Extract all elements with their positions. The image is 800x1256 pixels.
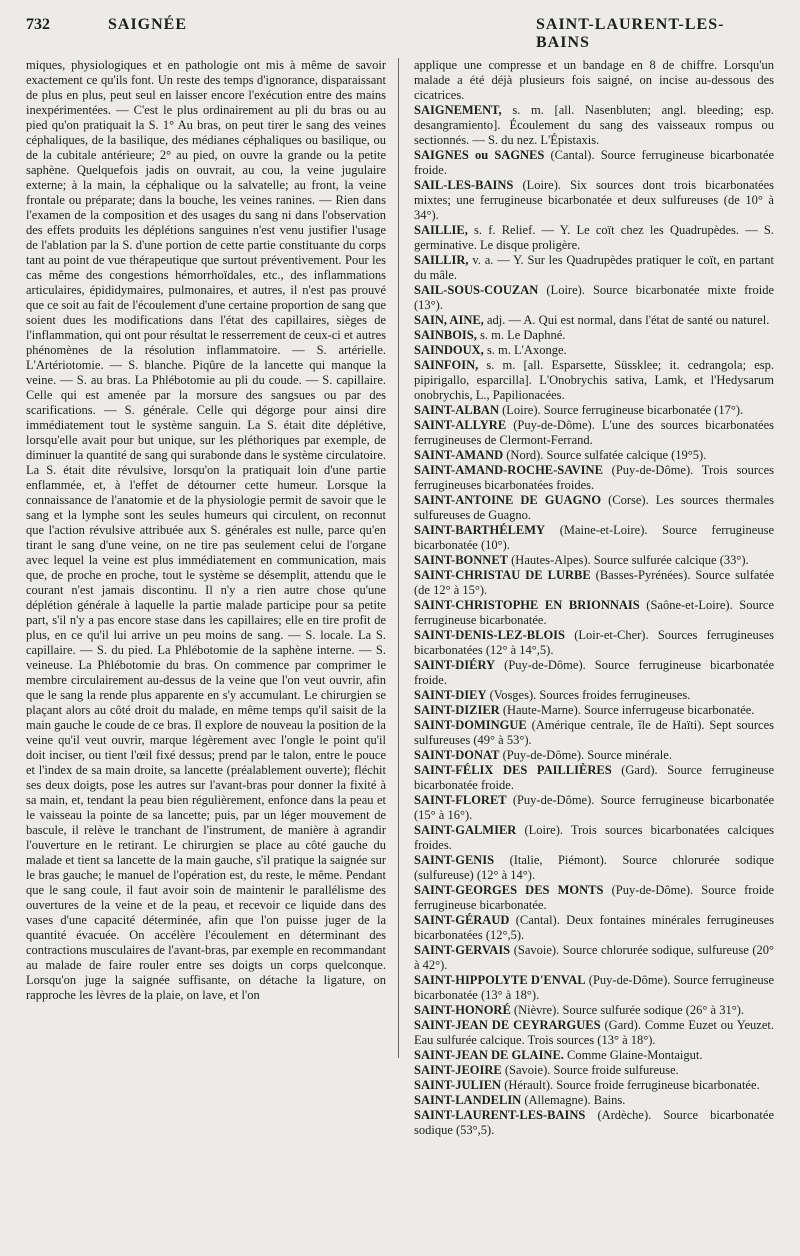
entry-headword: SAINT-CHRISTAU DE LURBE <box>414 568 591 582</box>
dictionary-entry <box>414 148 774 178</box>
left-column <box>26 58 386 1118</box>
entry-headword: SAIGNES ou SAGNES <box>414 148 545 162</box>
entry-headword: SAIGNEMENT, <box>414 103 502 117</box>
dictionary-entry <box>414 358 774 403</box>
dictionary-entry <box>414 763 774 793</box>
entry-text: s. m. [all. Esparsette, Süssklee; it. cedrangola; esp. pipirigallo, esparcilla]. L'Onobrychis sativa, Lamk, et l'Hedysarum onobrychis, L., Papilionacées. <box>414 358 774 402</box>
entry-text: (Puy-de-Dôme). Source froide ferrugineuse bicarbonatée. <box>414 883 774 912</box>
dictionary-entry <box>414 823 774 853</box>
entry-headword: SAINT-JEAN DE CEYRARGUES <box>414 1018 601 1032</box>
dictionary-entry <box>414 853 774 883</box>
entry-headword: SAINT-GEORGES DES MONTS <box>414 883 604 897</box>
entry-text: (Hérault). Source froide ferrugineuse bicarbonatée. <box>501 1078 760 1092</box>
dictionary-entry <box>414 598 774 628</box>
entry-headword: SAINT-AMAND-ROCHE-SAVINE <box>414 463 603 477</box>
entry-headword: SAINT-GALMIER <box>414 823 517 837</box>
entry-text: (Maine-et-Loire). Source ferrugineuse bicarbonatée (10°). <box>414 523 774 552</box>
entry-headword: SAIN, AINE, <box>414 313 484 327</box>
entry-headword: SAINT-ALBAN <box>414 403 499 417</box>
entry-headword: SAINT-ANTOINE DE GUAGNO <box>414 493 602 507</box>
entry-text: (Nièvre). Source sulfurée sodique (26° à 31°). <box>510 1003 744 1017</box>
entry-headword: SAINT-GÉRAUD <box>414 913 510 927</box>
dictionary-entry <box>414 223 774 253</box>
entry-headword: SAIL-LES-BAINS <box>414 178 514 192</box>
entry-text: (Cantal). Source ferrugineuse bicarbonatée froide. <box>414 148 775 177</box>
entry-headword: SAINT-JULIEN <box>414 1078 502 1092</box>
entry-text: applique une compresse et un bandage en 8 de chiffre. Lorsqu'un malade a été déjà plusieurs fois saigné, on incise au-dessous des cicatrices. <box>414 58 774 102</box>
entry-text: (Corse). Les sources thermales sulfureuses de Guagno. <box>414 493 774 522</box>
entry-text: (Basses-Pyrénées). Source sulfatée (de 12° à 15°). <box>414 568 774 597</box>
dictionary-entry <box>414 58 774 103</box>
entry-text: (Loire). Trois sources bicarbonatées calciques froides. <box>414 823 774 852</box>
entry-text: (Loire). Source ferrugineuse bicarbonatée (17°). <box>498 403 744 417</box>
entry-text: (Loire). Six sources dont trois bicarbonatées mixtes; une ferrugineuse bicarbonatée et deux sulfureuses (de 10° à 34°). <box>414 178 774 222</box>
entry-headword: SAINT-DONAT <box>414 748 500 762</box>
entry-text: (Vosges). Sources froides ferrugineuses. <box>486 688 691 702</box>
page-header <box>26 8 774 51</box>
right-column <box>414 58 775 1137</box>
entry-text: (Ardèche). Source bicarbonatée sodique (53°,5). <box>414 1108 774 1137</box>
entry-headword: SAINT-HIPPOLYTE D'ENVAL <box>414 973 586 987</box>
entry-text: (Gard). Comme Euzet ou Yeuzet. Eau sulfurée calcique. Trois sources (13° à 18°). <box>414 1018 774 1047</box>
dictionary-entry <box>414 748 774 763</box>
entry-text: (Puy-de-Dôme). L'une des sources bicarbonatées ferrugineuses de Clermont-Ferrand. <box>414 418 774 447</box>
entry-text: (Savoie). Source chlorurée sodique, sulfureuse (20° à 42°). <box>414 943 774 972</box>
entry-headword: SAINFOIN, <box>414 358 479 372</box>
entry-headword: SAINT-CHRISTOPHE EN BRIONNAIS <box>414 598 640 612</box>
entry-text: (Puy-de-Dôme). Trois sources ferrugineuses bicarbonatées froides. <box>414 463 774 492</box>
entry-headword: SAINT-DENIS-LEZ-BLOIS <box>414 628 565 642</box>
entry-text: (Savoie). Source froide sulfureuse. <box>501 1063 679 1077</box>
dictionary-entry <box>414 493 774 523</box>
entry-headword: SAINT-JEOIRE <box>414 1063 502 1077</box>
dictionary-entry <box>414 703 774 718</box>
entry-headword: SAINT-DIÉRY <box>414 658 496 672</box>
right-running-head: SAINT-LAURENT-LES-BAINS <box>536 16 725 51</box>
entry-text: (Loir-et-Cher). Sources ferrugineuses bicarbonatées (12° à 14°,5). <box>414 628 774 657</box>
dictionary-entry <box>414 448 774 463</box>
dictionary-entry <box>414 523 774 553</box>
entry-text: s. m. Le Daphné. <box>476 328 566 342</box>
entry-text: (Loire). Source bicarbonatée mixte froide (13°). <box>414 283 774 312</box>
dictionary-entry <box>414 1063 774 1078</box>
dictionary-entry <box>414 553 774 568</box>
dictionary-entry <box>414 688 774 703</box>
dictionary-entry <box>414 913 774 943</box>
dictionary-entry <box>414 943 774 973</box>
dictionary-entry <box>414 718 774 748</box>
entry-headword: SAINT-GENIS <box>414 853 495 867</box>
entry-headword: SAINT-JEAN DE GLAINE. <box>414 1048 564 1062</box>
dictionary-entry <box>414 463 774 493</box>
entry-text: adj. — A. Qui est normal, dans l'état de santé ou naturel. <box>483 313 770 327</box>
left-column-text: miques, physiologiques et en pathologie ont mis à même de savoir exactement ce qu'ils font. Un reste des temps d'ignorance, disparaissant de plus en plus, peut seul en laisser encore l'exécution entre des mains inexpérimentées. — C'est le plus ordinairement au pli du bras ou au pied qu'on pratiquait la S. 1° Au bras, on peut tirer le sang des veines céphaliques, de la basilique, des médianes céphaliques ou basilique, ou de la cubitale antérieure; 2° au pied, on ouvre la grande ou la petite saphène. Quelquefois jadis on ouvrait, au cou, la veine jugulaire externe; à la main, la céphalique ou la salvatelle; au front, la veine frontale ou préparate; dans la bouche, les veines ranines. — Rien dans l'examen de la composition et des usages du sang ni dans l'observation des effets produits les déplétions sanguines n'est venu justifier l'usage de l'ablation par la S. d'une portion de cette partie constituante du corps tant au point de vue thérapeutique que surtout préventivement. Pour les cas même des congestions hémorrhoïdales, etc., des inflammations articulaires, épididymaires, pulmonaires, et autres, il n'est pas prouvé que ce soit au fait de l'écoulement d'une certaine proportion de sang que soient dues les modifications dans l'état des capillaires, sièges de l'inflammation, qui ont pour résultat le resserrement de ceux-ci et autres phénomènes de la résolution inflammatoire. — S. artérielle. L'Artériotomie. — S. blanche. Piqûre de la lancette qui manque la veine. — S. au bras. La Phlébotomie au pli du coude. — S. capillaire. Celle qui est amenée par la morsure des sangsues ou par des scarifications. — S. générale. Celle qui dégorge pour ainsi dire immédiatement tout le système sanguin. La S. était dite déplétive, lorsqu'elle avait pour but unique, sur les pléthoriques par exemple, de diminuer la quantité de sang qui surabonde dans le système circulatoire. La S. était dite révulsive, lorsqu'on la pratiquait loin d'une partie enflammée, et, à l'effet de détourner cette humeur. Lorsque la connaissance de l'anatomie et de la physiologie permit de savoir que le sang et la lymphe sont les seules humeurs qui circulent, on reconnut que l'action révulsive attribuée aux S. générales est nulle, parce qu'en tirant le sang d'une veine, on ne tire pas seulement celui de l'organe avec lequel la veine est plus immédiatement en communication, mais que, de proche en proche, tout le système se désemplit, attendu que le courant n'est jamais discontinu. Il n'y a rien autre chose qu'une déplétion générale à laquelle la partie malade participe pour sa petite part, s'il n'y a pas encore stase dans les capillaires; elle en tire profit de plus, en ce qu'il lui arrive un peu moins de sang. — S. locale. La S. capillaire. — S. du pied. La Phlébotomie de la saphène interne. — S. veineuse. La Phlébotomie du bras. On commence par comprimer le membre circulairement au-dessus de la veine que l'on veut ouvrir, afin que le sang la rende plus apparente en s'y accumulant. Le chirurgien se plaçant alors au côté droit du malade, en même temps qu'il saisit de la main gauche le coude de ce bras. Il explore de nouveau la position de la veine qu'il veut ouvrir, marque légèrement avec l'ongle le point qu'il doit inciser, ou tient l'œil fixé dessus; prend par le talon, entre le pouce et l'index de sa main droite, sa lancette (préalablement ouverte); fléchit ses deux doigts, pose les autres sur l'avant-bras pour donner la fixité à sa main, et, tendant la peau bien régulièrement, enfonce dans la peau et le vaisseau la pointe de sa lancette; puis, par un léger mouvement de bascule, il relève le tranchant de l'instrument, de manière à agrandir l'ouverture en le retirant. Le chirurgien se place au côté gauche du malade et tient sa lancette de la main gauche, s'il pratique la saignée sur le bras gauche; le manuel de l'opération est, du reste, le même. Pendant que le sang coule, il faut avoir soin de maintenir le parallélisme des ouvertures de la veine et de la peau, et recevoir ce liquide dans des vases d'une capacité déterminée, afin que l'on puisse juger de la quantité évacuée. On accélère l'écoulement en déterminant des contractions musculaires de l'avant-bras, par exemple en recommandant au malade de faire rouler entre ses doigts un corps quelconque. Lorsqu'on juge la saignée suffisante, on détache la ligature, on rapproche les lèvres de la plaie, on lave, et l'on <box>26 58 386 1002</box>
entry-headword: SAINT-DIEY <box>414 688 487 702</box>
entry-text: (Cantal). Deux fontaines minérales ferrugineuses bicarbonatées (12°,5). <box>414 913 774 942</box>
entry-text: (Puy-de-Dôme). Source minérale. <box>499 748 672 762</box>
entry-headword: SAINT-AMAND <box>414 448 504 462</box>
entry-text: (Puy-de-Dôme). Source ferrugineuse bicarbonatée froide. <box>414 658 774 687</box>
entry-headword: SAIL-SOUS-COUZAN <box>414 283 539 297</box>
dictionary-entry <box>414 253 774 283</box>
dictionary-entry <box>414 568 774 598</box>
dictionary-entry <box>414 1048 774 1063</box>
entry-headword: SAINT-FÉLIX DES PAILLIÈRES <box>414 763 612 777</box>
dictionary-entry <box>414 1003 774 1018</box>
dictionary-entry <box>414 403 774 418</box>
dictionary-entry <box>414 1108 774 1138</box>
entry-headword: SAINDOUX, <box>414 343 484 357</box>
entry-text: v. a. — Y. Sur les Quadrupèdes pratiquer le coït, en partant du mâle. <box>414 253 774 282</box>
column-divider <box>398 58 399 1058</box>
entry-headword: SAINT-ALLYRE <box>414 418 507 432</box>
dictionary-entry <box>414 793 774 823</box>
entry-text: (Nord). Source sulfatée calcique (19°5). <box>503 448 707 462</box>
entry-text: (Puy-de-Dôme). Source ferrugineuse bicarbonatée (15° à 16°). <box>414 793 774 822</box>
dictionary-entry <box>414 658 774 688</box>
dictionary-entry <box>414 328 774 343</box>
entry-text: s. f. Relief. — Y. Le coït chez les Quadrupèdes. — S. germinative. Le disque proligère. <box>414 223 774 252</box>
entry-headword: SAINT-BARTHÉLEMY <box>414 523 546 537</box>
dictionary-entry <box>414 343 774 358</box>
dictionary-entry <box>414 418 774 448</box>
entry-headword: SAILLIE, <box>414 223 468 237</box>
dictionary-entry <box>414 283 774 313</box>
entry-headword: SAINBOIS, <box>414 328 477 342</box>
page-number: 732 <box>26 16 50 33</box>
entry-text: (Allemagne). Bains. <box>521 1093 626 1107</box>
dictionary-entry <box>414 313 774 328</box>
entry-headword: SAINT-LAURENT-LES-BAINS <box>414 1108 586 1122</box>
dictionary-entry <box>414 1018 774 1048</box>
entry-headword: SAINT-LANDELIN <box>414 1093 522 1107</box>
entry-headword: SAINT-DOMINGUE <box>414 718 527 732</box>
entry-text: s. m. [all. Nasenbluten; angl. bleeding; esp. desangramiento]. Écoulement du sang des vaisseaux rompus ou sectionnés. — S. du nez. L'Épistaxis. <box>414 103 774 147</box>
dictionary-entry <box>414 103 774 148</box>
entry-headword: SAINT-GERVAIS <box>414 943 511 957</box>
two-column-body <box>26 58 775 1137</box>
entry-text: s. m. L'Axonge. <box>483 343 567 357</box>
dictionary-entry <box>414 883 774 913</box>
entry-text: (Amérique centrale, île de Haïti). Sept sources sulfureuses (49° à 53°). <box>414 718 774 747</box>
entry-text: (Saône-et-Loire). Source ferrugineuse bicarbonatée. <box>414 598 774 627</box>
entry-headword: SAINT-HONORÉ <box>414 1003 511 1017</box>
left-running-head: SAIGNÉE <box>108 16 188 33</box>
entry-text: (Puy-de-Dôme). Source ferrugineuse bicarbonatée (13° à 18°). <box>414 973 774 1002</box>
entry-headword: SAINT-DIZIER <box>414 703 500 717</box>
entry-text: (Gard). Source ferrugineuse bicarbonatée froide. <box>414 763 774 792</box>
entry-headword: SAINT-BONNET <box>414 553 509 567</box>
entry-headword: SAINT-FLORET <box>414 793 507 807</box>
dictionary-entry <box>414 1078 774 1093</box>
dictionary-entry <box>414 1093 774 1108</box>
entry-text: Comme Glaine-Montaigut. <box>563 1048 703 1062</box>
entry-text: (Haute-Marne). Source inferrugeuse bicarbonatée. <box>499 703 755 717</box>
entry-text: (Italie, Piémont). Source chlorurée sodique (sulfureuse) (12° à 14°). <box>414 853 774 882</box>
entry-text: (Hautes-Alpes). Source sulfurée calcique (33°). <box>508 553 749 567</box>
dictionary-entry <box>414 178 774 223</box>
dictionary-entry <box>414 973 774 1003</box>
entry-headword: SAILLIR, <box>414 253 469 267</box>
dictionary-entry <box>414 628 774 658</box>
